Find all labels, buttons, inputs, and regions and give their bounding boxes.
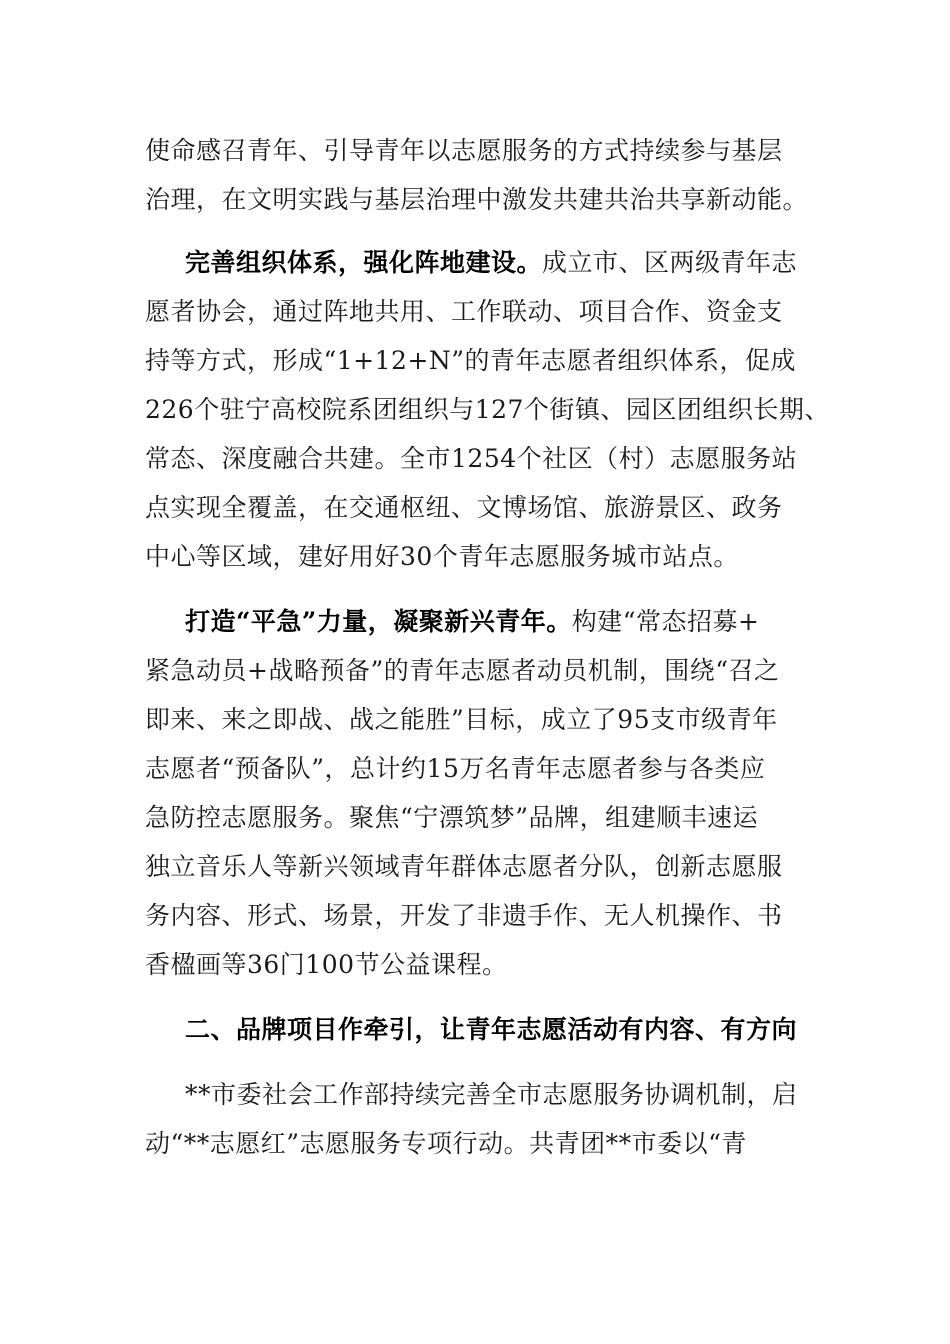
paragraph-3-line-7: 务内容、形式、场景，开发了非遗手作、无人机操作、书 [145,901,783,930]
paragraph-2-line-4: 226个驻宁高校院系团组织与127个街镇、园区团组织长期、 [145,395,830,424]
paragraph-3-line-4: 志愿者“预备队”，总计约15万名青年志愿者参与各类应 [145,754,766,783]
paragraph-2-line-7: 中心等区域，建好用好30个青年志愿服务城市站点。 [145,542,739,571]
paragraph-2-line-1 [185,248,797,278]
paragraph-1-line-1: 使命感召青年、引导青年以志愿服务的方式持续参与基层 [145,136,783,165]
paragraph-3-line-3: 即来、来之即战、战之能胜”目标，成立了95支市级青年 [145,705,778,734]
paragraph-2-line-6: 点实现全覆盖，在交通枢纽、文博场馆、旅游景区、政务 [145,493,783,522]
paragraph-3-line-5: 急防控志愿服务。聚焦“宁漂筑梦”品牌，组建顺丰速运 [145,803,759,832]
paragraph-2-line-3: 持等方式，形成“1+12+N”的青年志愿者组织体系，促成 [145,346,797,375]
paragraph-3-line-1 [185,607,760,637]
paragraph-3-heading: 打造“平急”力量，凝聚新兴青年。 [185,607,572,636]
paragraph-3-line-6: 独立音乐人等新兴领域青年群体志愿者分队，创新志愿服 [145,852,783,881]
paragraph-2-heading: 完善组织体系，强化阵地建设。 [185,248,543,277]
paragraph-1-line-2: 治理，在文明实践与基层治理中激发共建共治共享新动能。 [145,185,809,214]
paragraph-3-line-1-text: 构建“常态招募+ [571,607,760,636]
paragraph-2-line-5: 常态、深度融合共建。全市1254个社区（村）志愿服务站 [145,444,798,473]
paragraph-2-line-2: 愿者协会，通过阵地共用、工作联动、项目合作、资金支 [145,297,783,326]
section-title: 二、品牌项目作牵引，让青年志愿活动有内容、有方向 [185,1015,798,1044]
paragraph-2-line-1-text: 成立市、区两级青年志 [542,248,798,277]
paragraph-3-line-2: 紧急动员+战略预备”的青年志愿者动员机制，围绕“召之 [145,656,780,685]
paragraph-4-line-2: 动“**志愿红”志愿服务专项行动。共青团**市委以“青 [145,1129,747,1158]
paragraph-3-line-8: 香楹画等36门100节公益课程。 [145,950,508,979]
paragraph-4-line-1: **市委社会工作部持续完善全市志愿服务协调机制，启 [185,1080,798,1109]
